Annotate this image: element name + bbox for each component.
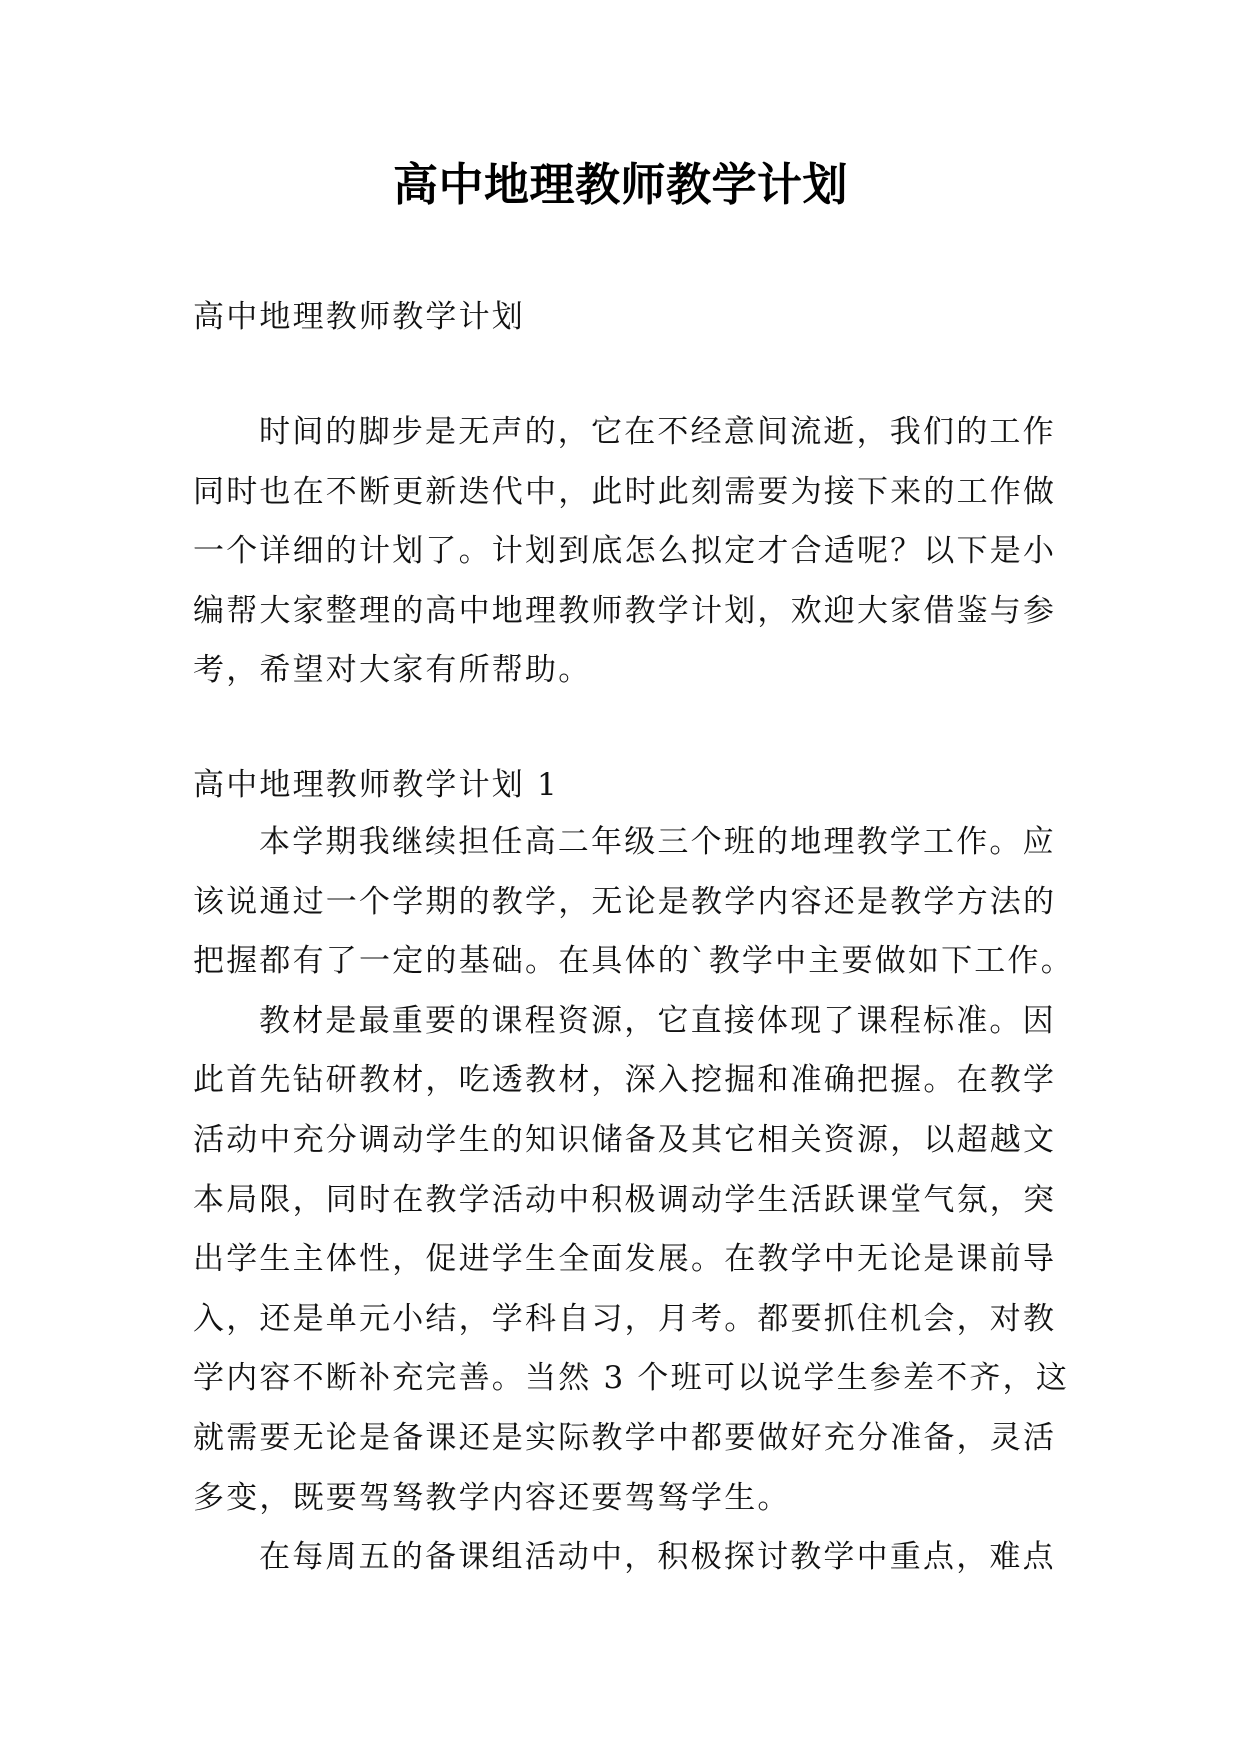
section-paragraph	[193, 992, 1070, 1528]
section-body	[193, 813, 1074, 1588]
paragraph-line: 教材是最重要的课程资源，它直接体现了课程标准。因	[259, 1002, 1056, 1039]
paragraph-line: 时间的脚步是无声的，它在不经意间流逝，我们的工作	[259, 414, 1056, 450]
paragraph-line: 多变，既要驾驽教学内容还要驾驽学生。	[193, 1479, 791, 1516]
document-heading-text: 高中地理教师教学计划	[193, 299, 525, 335]
section-paragraph	[193, 813, 1074, 992]
paragraph-line: 就需要无论是备课还是实际教学中都要做好充分准备，灵活	[193, 1419, 1057, 1456]
paragraph-line: 该说通过一个学期的教学，无论是教学内容还是教学方法的	[193, 883, 1057, 920]
paragraph-line: 活动中充分调动学生的知识储备及其它相关资源，以超越文	[193, 1121, 1057, 1158]
paragraph-line: 一个详细的计划了。计划到底怎么拟定才合适呢？以下是小	[193, 533, 1057, 570]
paragraph-line: 入，还是单元小结，学科自习，月考。都要抓住机会，对教	[193, 1300, 1057, 1337]
paragraph-line: 学内容不断补充完善。当然 3 个班可以说学生参差不齐，这	[193, 1360, 1070, 1397]
paragraph-line: 编帮大家整理的高中地理教师教学计划，欢迎大家借鉴与参	[193, 592, 1057, 629]
paragraph-line: 本局限，同时在教学活动中积极调动学生活跃课堂气氛，突	[193, 1181, 1057, 1218]
section-heading-text: 高中地理教师教学计划 1	[193, 767, 559, 803]
paragraph-line: 同时也在不断更新迭代中，此时此刻需要为接下来的工作做	[193, 473, 1057, 510]
section-paragraph	[193, 1528, 1056, 1588]
document-title: 高中地理教师教学计划	[392, 158, 848, 211]
paragraph-line: 在每周五的备课组活动中，积极探讨教学中重点，难点	[259, 1539, 1056, 1576]
paragraph-line: 此首先钻研教材，吃透教材，深入挖掘和准确把握。在教学	[193, 1062, 1057, 1099]
paragraph-line: 出学生主体性，促进学生全面发展。在教学中无论是课前导	[193, 1241, 1057, 1278]
intro-paragraph	[193, 403, 1056, 701]
paragraph-line: 把握都有了一定的基础。在具体的`教学中主要做如下工作。	[193, 943, 1074, 980]
document-heading	[193, 288, 1056, 348]
paragraph-line: 考，希望对大家有所帮助。	[193, 652, 592, 689]
paragraph-line: 本学期我继续担任高二年级三个班的地理教学工作。应	[259, 824, 1056, 860]
section-heading	[193, 756, 1056, 816]
